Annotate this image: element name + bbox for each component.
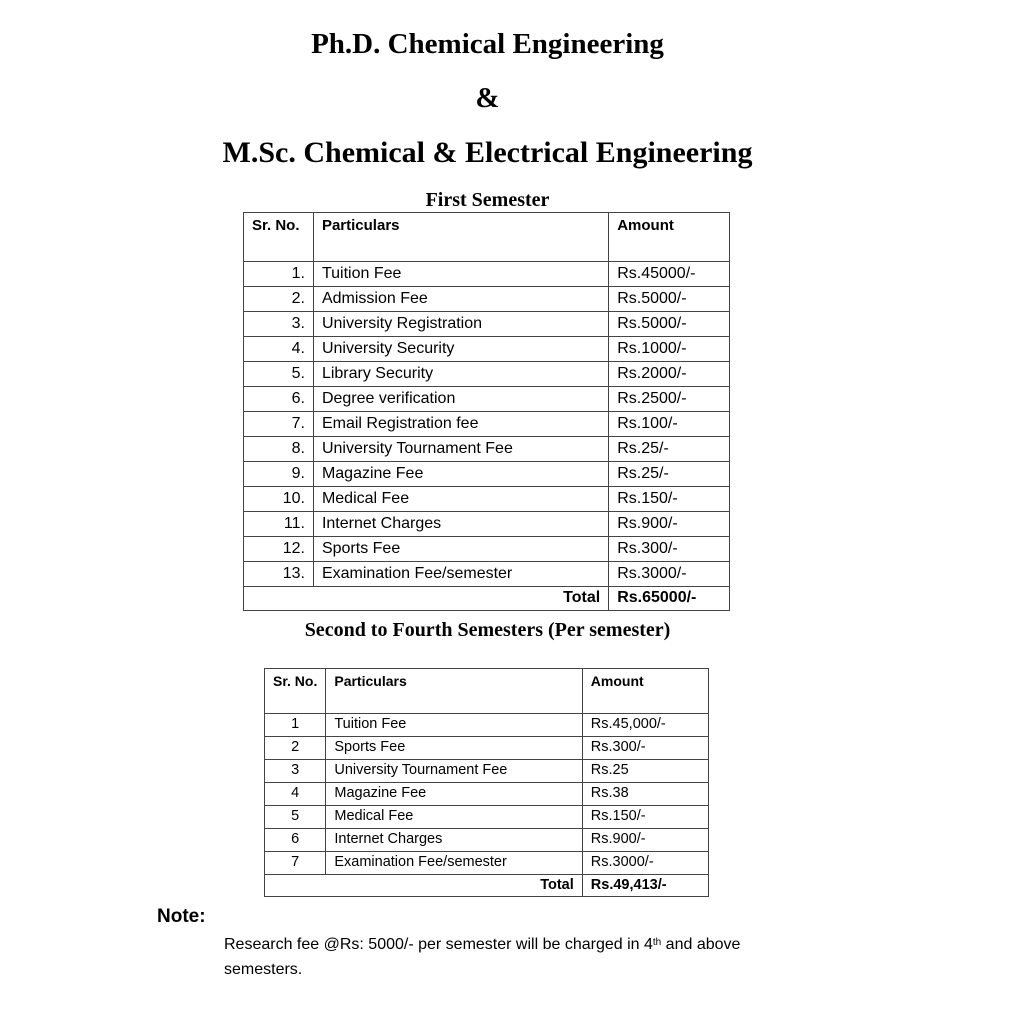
row-amount: Rs.38 (582, 783, 708, 806)
row-particular: Internet Charges (313, 512, 608, 537)
row-sr-no: 5. (244, 362, 314, 387)
row-sr-no: 3 (265, 760, 326, 783)
row-sr-no: 13. (244, 562, 314, 587)
column-header-particulars: Particulars (326, 669, 582, 714)
row-particular: University Security (313, 337, 608, 362)
row-particular: Examination Fee/semester (313, 562, 608, 587)
row-sr-no: 6 (265, 829, 326, 852)
row-amount: Rs.300/- (582, 737, 708, 760)
row-amount: Rs.25/- (609, 437, 730, 462)
row-particular: University Tournament Fee (326, 760, 582, 783)
row-particular: Magazine Fee (326, 783, 582, 806)
row-sr-no: 10. (244, 487, 314, 512)
column-header-amount: Amount (609, 213, 730, 262)
row-particular: Medical Fee (313, 487, 608, 512)
page-title-line3: M.Sc. Chemical & Electrical Engineering (222, 136, 753, 169)
row-sr-no: 7. (244, 412, 314, 437)
row-amount: Rs.5000/- (609, 287, 730, 312)
row-amount: Rs.45,000/- (582, 714, 708, 737)
page-title-line1: Ph.D. Chemical Engineering (311, 28, 664, 60)
later-semesters-caption: Second to Fourth Semesters (Per semester) (304, 619, 671, 641)
table-row (244, 337, 730, 362)
note-text-rest: and above semesters. (224, 936, 741, 978)
row-particular: Magazine Fee (313, 462, 608, 487)
table-row (244, 362, 730, 387)
row-amount: Rs.3000/- (582, 852, 708, 875)
later-semesters-fee-table (264, 668, 709, 897)
row-sr-no: 7 (265, 852, 326, 875)
row-particular: Sports Fee (326, 737, 582, 760)
row-particular: Degree verification (313, 387, 608, 412)
row-amount: Rs.900/- (582, 829, 708, 852)
row-particular: Examination Fee/semester (326, 852, 582, 875)
table-row (244, 262, 730, 287)
first-semester-caption: First Semester (425, 189, 550, 211)
row-amount: Rs.5000/- (609, 312, 730, 337)
table-row (244, 387, 730, 412)
table-row (244, 487, 730, 512)
table-row (244, 537, 730, 562)
table-total-row (265, 875, 709, 897)
row-particular: Medical Fee (326, 806, 582, 829)
row-amount: Rs.25 (582, 760, 708, 783)
total-amount: Rs.65000/- (609, 587, 730, 611)
note-label: Note: (157, 906, 206, 927)
row-sr-no: 8. (244, 437, 314, 462)
total-amount: Rs.49,413/- (582, 875, 708, 897)
row-sr-no: 1. (244, 262, 314, 287)
first-semester-fee-table (243, 212, 730, 611)
table-row (244, 287, 730, 312)
table-row (265, 852, 709, 875)
table-row (265, 783, 709, 806)
total-label: Total (265, 875, 583, 897)
table-row (265, 714, 709, 737)
row-sr-no: 12. (244, 537, 314, 562)
row-sr-no: 1 (265, 714, 326, 737)
row-particular: Sports Fee (313, 537, 608, 562)
table-total-row (244, 587, 730, 611)
row-particular: Library Security (313, 362, 608, 387)
table-row (265, 760, 709, 783)
table-row (265, 806, 709, 829)
row-amount: Rs.45000/- (609, 262, 730, 287)
row-amount: Rs.150/- (609, 487, 730, 512)
row-sr-no: 2. (244, 287, 314, 312)
row-sr-no: 2 (265, 737, 326, 760)
note-text-main: Research fee @Rs: 5000/- per semester will be charged in 4 (224, 936, 653, 953)
table-header-row (265, 669, 709, 714)
table-header-row (244, 213, 730, 262)
row-amount: Rs.25/- (609, 462, 730, 487)
table-row (244, 412, 730, 437)
row-particular: Tuition Fee (313, 262, 608, 287)
row-particular: Admission Fee (313, 287, 608, 312)
table-row (244, 462, 730, 487)
table-row (265, 737, 709, 760)
column-header-sr-no: Sr. No. (265, 669, 326, 714)
column-header-particulars: Particulars (313, 213, 608, 262)
table-row (244, 312, 730, 337)
row-particular: University Tournament Fee (313, 437, 608, 462)
page-title-ampersand: & (475, 82, 500, 114)
note-superscript: th (652, 937, 662, 948)
row-sr-no: 4. (244, 337, 314, 362)
row-amount: Rs.1000/- (609, 337, 730, 362)
row-amount: Rs.150/- (582, 806, 708, 829)
table-row (244, 512, 730, 537)
note-text (224, 932, 804, 982)
row-amount: Rs.2500/- (609, 387, 730, 412)
row-particular: Tuition Fee (326, 714, 582, 737)
row-sr-no: 6. (244, 387, 314, 412)
row-amount: Rs.300/- (609, 537, 730, 562)
row-sr-no: 5 (265, 806, 326, 829)
total-label: Total (244, 587, 609, 611)
column-header-sr-no: Sr. No. (244, 213, 314, 262)
row-amount: Rs.900/- (609, 512, 730, 537)
row-particular: Email Registration fee (313, 412, 608, 437)
table-row (244, 562, 730, 587)
row-sr-no: 3. (244, 312, 314, 337)
row-particular: Internet Charges (326, 829, 582, 852)
row-amount: Rs.3000/- (609, 562, 730, 587)
row-particular: University Registration (313, 312, 608, 337)
table-row (244, 437, 730, 462)
table-row (265, 829, 709, 852)
column-header-amount: Amount (582, 669, 708, 714)
row-amount: Rs.100/- (609, 412, 730, 437)
row-sr-no: 4 (265, 783, 326, 806)
row-sr-no: 9. (244, 462, 314, 487)
row-sr-no: 11. (244, 512, 314, 537)
row-amount: Rs.2000/- (609, 362, 730, 387)
